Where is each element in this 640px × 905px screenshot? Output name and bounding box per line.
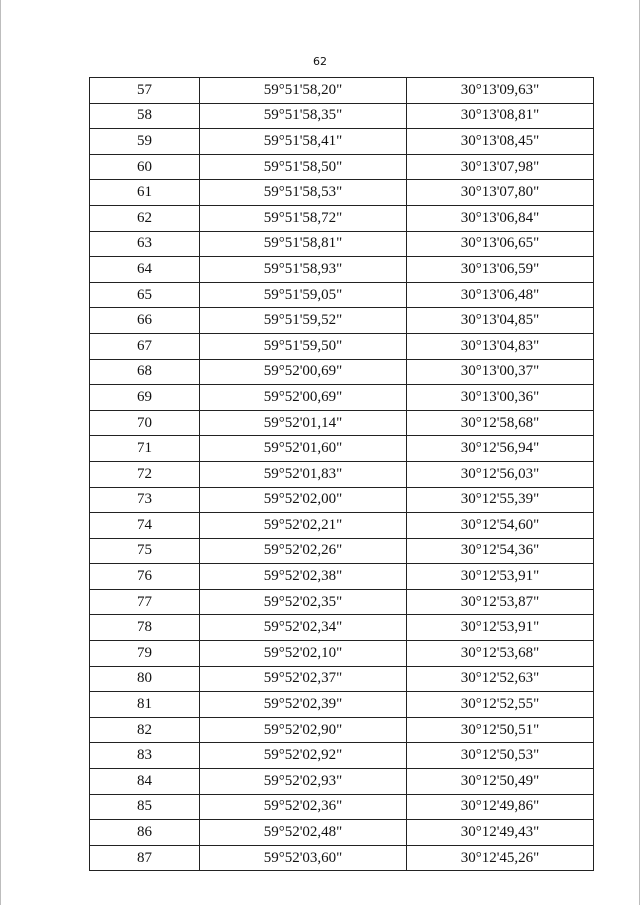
table-row: [90, 615, 594, 641]
latitude-cell: 59°52'02,90": [200, 717, 407, 743]
longitude-cell: 30°13'07,80": [407, 180, 594, 206]
coordinates-table: [89, 77, 594, 871]
longitude-cell: 30°12'52,55": [407, 692, 594, 718]
longitude-cell: 30°13'07,98": [407, 154, 594, 180]
point-number-cell: 81: [90, 692, 200, 718]
longitude-cell: 30°13'08,81": [407, 103, 594, 129]
table-row: [90, 103, 594, 129]
table-row: [90, 820, 594, 846]
point-number-cell: 62: [90, 205, 200, 231]
table-row: [90, 564, 594, 590]
table-row: [90, 333, 594, 359]
longitude-cell: 30°12'52,63": [407, 666, 594, 692]
table-row: [90, 308, 594, 334]
longitude-cell: 30°12'54,36": [407, 538, 594, 564]
longitude-cell: 30°13'04,85": [407, 308, 594, 334]
latitude-cell: 59°52'02,00": [200, 487, 407, 513]
latitude-cell: 59°52'02,38": [200, 564, 407, 590]
point-number-cell: 66: [90, 308, 200, 334]
longitude-cell: 30°12'45,26": [407, 845, 594, 871]
table-row: [90, 743, 594, 769]
page-edge-left: [0, 0, 1, 905]
latitude-cell: 59°52'02,48": [200, 820, 407, 846]
latitude-cell: 59°52'00,69": [200, 385, 407, 411]
latitude-cell: 59°52'01,60": [200, 436, 407, 462]
longitude-cell: 30°12'53,68": [407, 641, 594, 667]
longitude-cell: 30°12'56,03": [407, 461, 594, 487]
latitude-cell: 59°51'58,41": [200, 129, 407, 155]
latitude-cell: 59°51'58,81": [200, 231, 407, 257]
longitude-cell: 30°12'50,49": [407, 769, 594, 795]
longitude-cell: 30°13'09,63": [407, 78, 594, 104]
latitude-cell: 59°51'58,53": [200, 180, 407, 206]
longitude-cell: 30°12'53,87": [407, 589, 594, 615]
table-row: [90, 717, 594, 743]
latitude-cell: 59°51'59,50": [200, 333, 407, 359]
latitude-cell: 59°52'02,37": [200, 666, 407, 692]
table-row: [90, 436, 594, 462]
point-number-cell: 74: [90, 513, 200, 539]
point-number-cell: 76: [90, 564, 200, 590]
point-number-cell: 57: [90, 78, 200, 104]
table-row: [90, 845, 594, 871]
longitude-cell: 30°12'53,91": [407, 564, 594, 590]
point-number-cell: 77: [90, 589, 200, 615]
point-number-cell: 71: [90, 436, 200, 462]
table-row: [90, 487, 594, 513]
latitude-cell: 59°52'01,83": [200, 461, 407, 487]
page-number: 62: [313, 55, 327, 68]
longitude-cell: 30°13'06,59": [407, 257, 594, 283]
longitude-cell: 30°13'06,65": [407, 231, 594, 257]
latitude-cell: 59°52'03,60": [200, 845, 407, 871]
longitude-cell: 30°12'55,39": [407, 487, 594, 513]
point-number-cell: 60: [90, 154, 200, 180]
latitude-cell: 59°52'00,69": [200, 359, 407, 385]
point-number-cell: 67: [90, 333, 200, 359]
table-row: [90, 692, 594, 718]
longitude-cell: 30°13'06,84": [407, 205, 594, 231]
table-row: [90, 589, 594, 615]
longitude-cell: 30°12'54,60": [407, 513, 594, 539]
latitude-cell: 59°52'02,10": [200, 641, 407, 667]
longitude-cell: 30°12'50,53": [407, 743, 594, 769]
table-row: [90, 666, 594, 692]
point-number-cell: 85: [90, 794, 200, 820]
latitude-cell: 59°52'02,26": [200, 538, 407, 564]
longitude-cell: 30°12'49,43": [407, 820, 594, 846]
point-number-cell: 59: [90, 129, 200, 155]
coordinates-table-body: [90, 78, 594, 871]
table-row: [90, 257, 594, 283]
point-number-cell: 58: [90, 103, 200, 129]
table-row: [90, 385, 594, 411]
table-row: [90, 538, 594, 564]
point-number-cell: 61: [90, 180, 200, 206]
point-number-cell: 65: [90, 282, 200, 308]
latitude-cell: 59°52'02,39": [200, 692, 407, 718]
latitude-cell: 59°51'58,72": [200, 205, 407, 231]
point-number-cell: 83: [90, 743, 200, 769]
longitude-cell: 30°12'53,91": [407, 615, 594, 641]
table-row: [90, 180, 594, 206]
latitude-cell: 59°52'02,34": [200, 615, 407, 641]
longitude-cell: 30°12'50,51": [407, 717, 594, 743]
point-number-cell: 78: [90, 615, 200, 641]
latitude-cell: 59°51'58,50": [200, 154, 407, 180]
point-number-cell: 80: [90, 666, 200, 692]
point-number-cell: 73: [90, 487, 200, 513]
table-row: [90, 129, 594, 155]
latitude-cell: 59°52'02,21": [200, 513, 407, 539]
table-row: [90, 641, 594, 667]
table-row: [90, 231, 594, 257]
latitude-cell: 59°51'58,20": [200, 78, 407, 104]
longitude-cell: 30°13'00,37": [407, 359, 594, 385]
point-number-cell: 82: [90, 717, 200, 743]
latitude-cell: 59°52'02,92": [200, 743, 407, 769]
longitude-cell: 30°13'00,36": [407, 385, 594, 411]
latitude-cell: 59°52'01,14": [200, 410, 407, 436]
point-number-cell: 70: [90, 410, 200, 436]
table-row: [90, 359, 594, 385]
table-row: [90, 78, 594, 104]
table-row: [90, 282, 594, 308]
point-number-cell: 69: [90, 385, 200, 411]
longitude-cell: 30°12'58,68": [407, 410, 594, 436]
point-number-cell: 63: [90, 231, 200, 257]
point-number-cell: 87: [90, 845, 200, 871]
latitude-cell: 59°51'58,35": [200, 103, 407, 129]
table-row: [90, 769, 594, 795]
longitude-cell: 30°12'56,94": [407, 436, 594, 462]
point-number-cell: 84: [90, 769, 200, 795]
point-number-cell: 75: [90, 538, 200, 564]
table-row: [90, 513, 594, 539]
table-row: [90, 154, 594, 180]
point-number-cell: 64: [90, 257, 200, 283]
table-row: [90, 410, 594, 436]
table-row: [90, 794, 594, 820]
longitude-cell: 30°13'06,48": [407, 282, 594, 308]
latitude-cell: 59°52'02,36": [200, 794, 407, 820]
latitude-cell: 59°51'58,93": [200, 257, 407, 283]
latitude-cell: 59°52'02,93": [200, 769, 407, 795]
longitude-cell: 30°13'04,83": [407, 333, 594, 359]
latitude-cell: 59°51'59,52": [200, 308, 407, 334]
latitude-cell: 59°52'02,35": [200, 589, 407, 615]
table-row: [90, 461, 594, 487]
point-number-cell: 79: [90, 641, 200, 667]
point-number-cell: 86: [90, 820, 200, 846]
point-number-cell: 68: [90, 359, 200, 385]
point-number-cell: 72: [90, 461, 200, 487]
longitude-cell: 30°12'49,86": [407, 794, 594, 820]
table-row: [90, 205, 594, 231]
latitude-cell: 59°51'59,05": [200, 282, 407, 308]
longitude-cell: 30°13'08,45": [407, 129, 594, 155]
